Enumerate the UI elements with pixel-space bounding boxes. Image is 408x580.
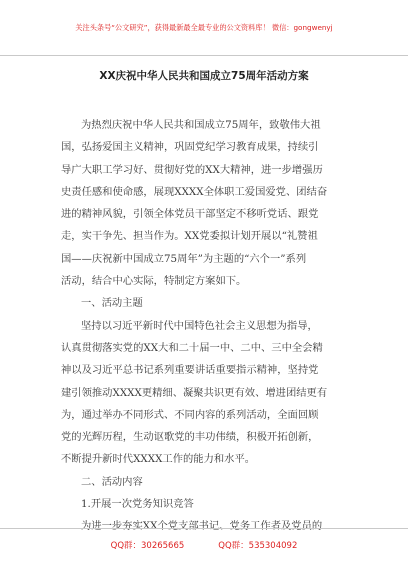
document-title: XX庆祝中华人民共和国成立75周年活动方案 xyxy=(99,70,309,82)
theme-line: 不断提升新时代XXXX工作的能力和水平。 xyxy=(61,453,256,466)
intro-line: 为热烈庆祝中华人民共和国成立75周年，致敬伟大祖 xyxy=(81,119,321,131)
footer-qq-group-1: QQ群：30265665 xyxy=(110,541,185,551)
theme-line: 党的光辉历程，生动讴歌党的丰功伟绩，积极开拓创新， xyxy=(61,431,319,444)
section-heading-theme: 一、活动主题 xyxy=(81,297,143,310)
subsection-heading-quiz: 1.开展一次党务知识竞答 xyxy=(81,498,194,511)
header-bar xyxy=(0,0,408,56)
intro-line: 活动，结合中心实际，特制定方案如下。 xyxy=(61,275,247,288)
intro-line: 进的精神风貌，引领全体党员干部坚定不移听党话、跟党 xyxy=(61,208,319,221)
intro-line: 走，实干争先、担当作为。XX党委拟计划开展以“礼赞祖 xyxy=(61,230,318,243)
intro-line: 导广大职工学习好、贯彻好党的XX大精神，进一步增强历 xyxy=(61,163,323,176)
footer-qq-group-2: QQ群：535304092 xyxy=(218,541,298,551)
theme-line: 认真贯彻落实党的XX大和二十届一中、二中、三中全会精 xyxy=(61,341,323,354)
intro-line: 国——庆祝新中国成立75周年”为主题的“六个一”系列 xyxy=(61,252,307,265)
intro-line: 史责任感和使命感，展现XXXX全体职工爱国爱党、团结奋 xyxy=(61,185,328,198)
footer-bar xyxy=(0,528,408,580)
theme-line: 建引领推动XXXX更精细、凝聚共识更有效、增进团结更有 xyxy=(61,386,328,399)
theme-line: 为，通过举办不同形式、不同内容的系列活动，全面回顾 xyxy=(61,408,319,421)
quiz-line: 为进一步夯实XX个党支部书记、党务工作者及党员的 xyxy=(81,520,323,533)
header-promo-text: 关注头条号“公文研究”，获得最新最全最专业的公文资料库！ 微信：gongwenyj xyxy=(75,22,333,32)
theme-line: 神以及习近平总书记系列重要讲话重要指示精神，坚持党 xyxy=(61,364,319,377)
document-body xyxy=(61,114,353,538)
theme-line: 坚持以习近平新时代中国特色社会主义思想为指导， xyxy=(81,319,318,332)
intro-line: 国，弘扬爱国主义精神，巩固党纪学习教育成果，持续引 xyxy=(61,141,319,154)
section-heading-content: 二、活动内容 xyxy=(81,475,143,488)
